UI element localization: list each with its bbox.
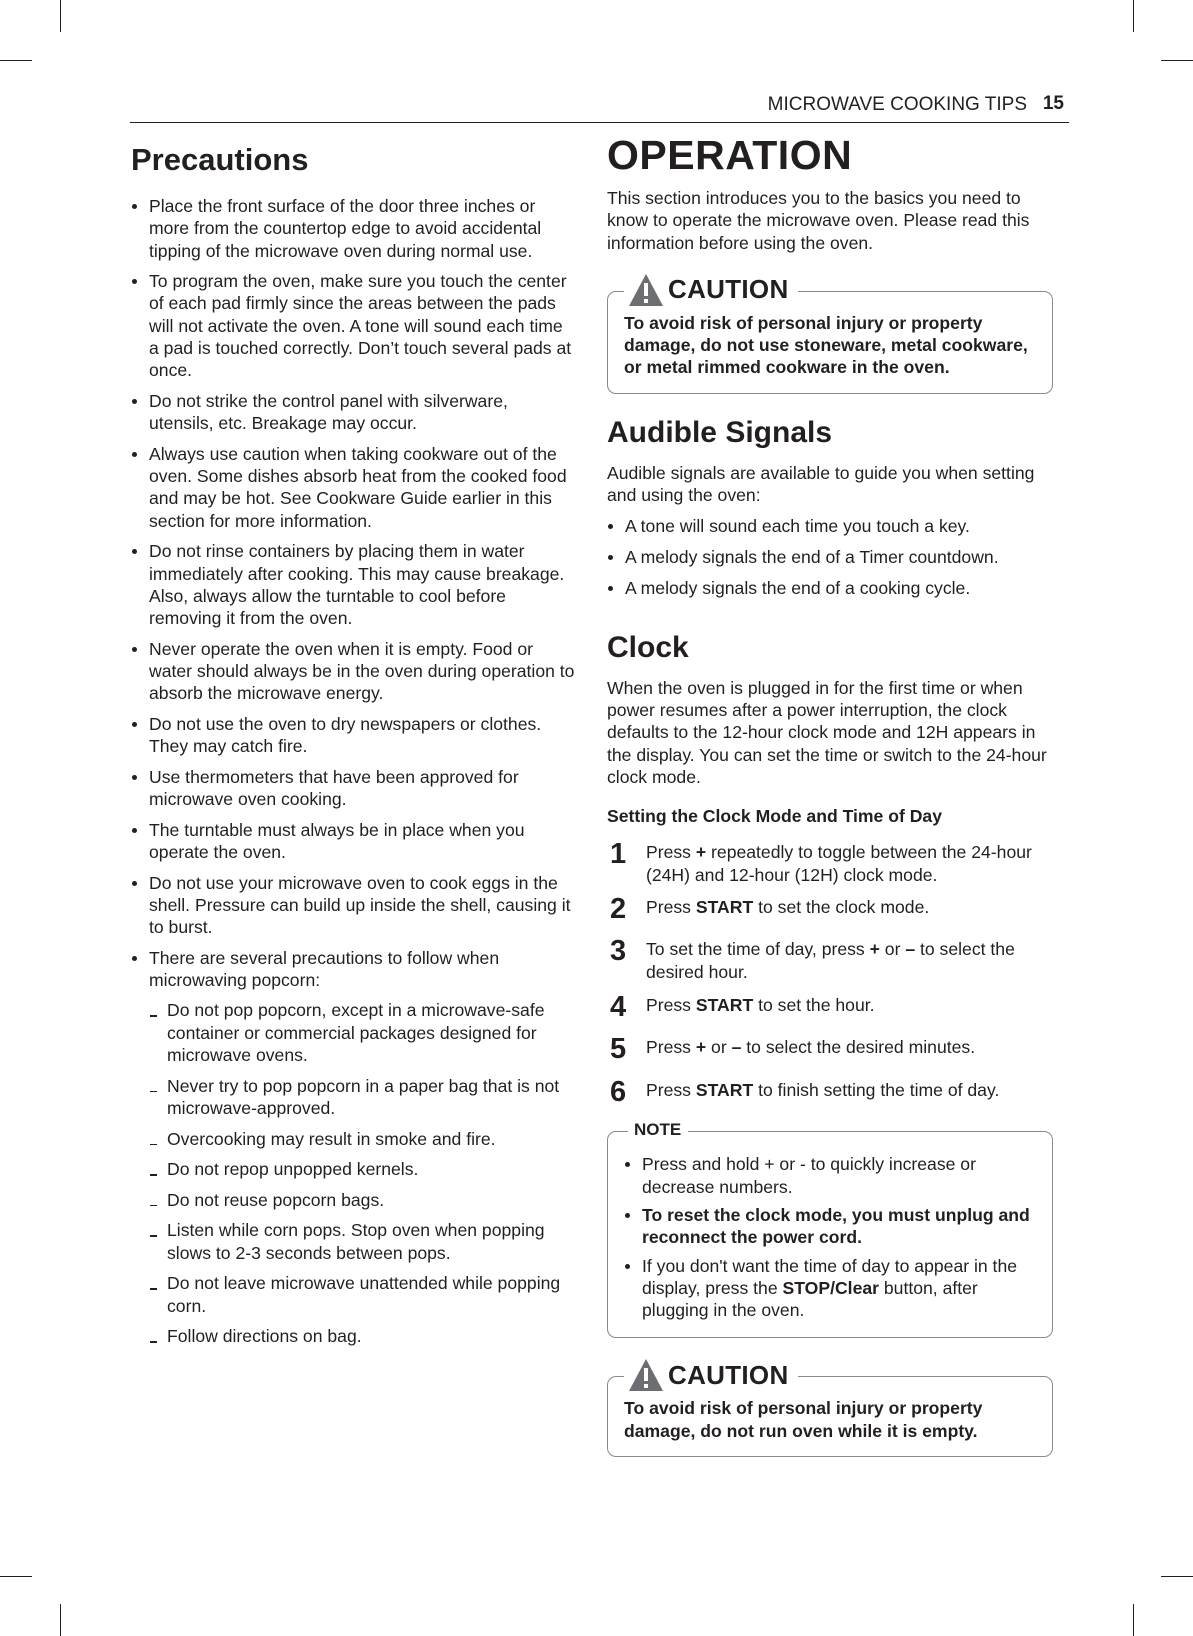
- list-item: Press and hold + or - to quickly increase or decrease numbers.: [624, 1153, 1038, 1198]
- list-item: Do not use your microwave oven to cook eggs in the shell. Pressure can build up inside the shell, causing it to burst.: [131, 872, 577, 939]
- running-header: [130, 92, 1069, 123]
- sublist-item: Follow directions on bag.: [149, 1325, 577, 1347]
- precautions-column: [131, 138, 577, 1356]
- caution-box: [607, 1359, 1053, 1457]
- sublist-item: Do not repop unpopped kernels.: [149, 1158, 577, 1180]
- sublist-item: Listen while corn pops. Stop oven when popping slows to 2-3 seconds between pops.: [149, 1219, 577, 1264]
- step-item: 5 Press + or – to select the desired minutes.: [610, 1033, 976, 1066]
- step-item: 2 Press START to set the clock mode.: [610, 893, 930, 926]
- key-label: START: [695, 1080, 754, 1101]
- list-item: Always use caution when taking cookware out of the oven. Some dishes absorb heat from the cooked food and may be hot. See Cookware Guide earlier in this section for more information.: [131, 443, 577, 532]
- note-box: [607, 1120, 1053, 1338]
- sublist-item: Do not pop popcorn, except in a microwave-safe container or commercial packages designed for microwave ovens.: [149, 999, 577, 1066]
- list-item: Never operate the oven when it is empty. Food or water should always be in the oven during operation to absorb the microwave energy.: [131, 638, 577, 705]
- key-label: –: [731, 1037, 742, 1058]
- key-label: +: [695, 842, 707, 863]
- list-item-popcorn: [131, 947, 577, 1348]
- page-number: 15: [1042, 93, 1064, 114]
- key-label: START: [695, 995, 754, 1016]
- operation-intro: This section introduces you to the basics you need to know to operate the microwave oven. Please read this information before using the oven.: [607, 188, 1030, 253]
- crop-mark: [1133, 1604, 1134, 1636]
- audible-list: [607, 515, 1053, 598]
- sublist-item: Do not leave microwave unattended while popping corn.: [149, 1272, 577, 1317]
- key-label: +: [869, 939, 880, 960]
- caution-text: To avoid risk of personal injury or property damage, do not use stoneware, metal cookware, or metal rimmed cookware in the oven.: [624, 312, 1028, 378]
- list-item: The turntable must always be in place when you operate the oven.: [131, 819, 577, 864]
- popcorn-sublist: [149, 999, 577, 1347]
- caution-label: [624, 1358, 798, 1392]
- step-number: 6: [610, 1076, 627, 1109]
- list-item-text: There are several precautions to follow when microwaving popcorn:: [149, 947, 500, 991]
- crop-mark: [1161, 60, 1193, 61]
- clock-intro: When the oven is plugged in for the first time or when power resumes after a power interruption, the clock defaults to the 12-hour clock mode and 12H appears in the display. You can set the time or switch to the 24-hour clock mode.: [607, 677, 1047, 788]
- operation-title: OPERATION: [607, 132, 853, 178]
- clock-title: Clock: [607, 630, 689, 664]
- list-item: If you don't want the time of day to appear in the display, press the STOP/Clear button, after plugging in the oven.: [624, 1255, 1038, 1322]
- audible-intro: Audible signals are available to guide you when setting and using the oven:: [607, 462, 1035, 506]
- crop-mark: [60, 0, 61, 32]
- precautions-title: Precautions: [131, 142, 309, 177]
- list-item: A melody signals the end of a Timer countdown.: [607, 546, 1053, 568]
- key-label: +: [695, 1037, 707, 1058]
- list-item: A melody signals the end of a cooking cycle.: [607, 577, 1053, 599]
- operation-column: [607, 132, 1053, 1457]
- crop-mark: [0, 1576, 32, 1577]
- list-item: Do not strike the control panel with silverware, utensils, etc. Breakage may occur.: [131, 390, 577, 435]
- list-item: Use thermometers that have been approved for microwave oven cooking.: [131, 766, 577, 811]
- step-item: 6 Press START to finish setting the time of day.: [610, 1076, 1000, 1109]
- note-label: [628, 1120, 688, 1140]
- step-item: 4 Press START to set the hour.: [610, 991, 875, 1024]
- list-item: To reset the clock mode, you must unplug and reconnect the power cord.: [624, 1204, 1038, 1249]
- warning-triangle-icon: [628, 273, 664, 307]
- list-item: Place the front surface of the door three inches or more from the countertop edge to avoid accidental tipping of the microwave oven during normal use.: [131, 195, 577, 262]
- list-item: A tone will sound each time you touch a key.: [607, 515, 1053, 537]
- crop-mark: [60, 1604, 61, 1636]
- note-heading: NOTE: [634, 1120, 682, 1140]
- audible-signals-title: Audible Signals: [607, 415, 833, 449]
- note-list: [608, 1132, 1052, 1337]
- step-item: 1 Press + repeatedly to toggle between the 24-hour (24H) and 12-hour (12H) clock mode.: [610, 838, 1032, 885]
- caution-text: To avoid risk of personal injury or property damage, do not run oven while it is empty.: [624, 1398, 983, 1441]
- key-label: START: [695, 897, 754, 918]
- step-number: 5: [610, 1033, 627, 1066]
- crop-mark: [1161, 1576, 1193, 1577]
- caution-heading: CAUTION: [668, 274, 789, 305]
- step-number: 3: [610, 935, 627, 968]
- sublist-item: Overcooking may result in smoke and fire.: [149, 1128, 577, 1150]
- list-item: To program the oven, make sure you touch the center of each pad firmly since the areas between the pads will not activate the oven. A tone will sound each time a pad is touched correctly. Don’t touch several pads at once.: [131, 270, 577, 381]
- sublist-item: Do not reuse popcorn bags.: [149, 1189, 577, 1211]
- crop-mark: [0, 60, 32, 61]
- section-title: MICROWAVE COOKING TIPS: [767, 94, 1027, 115]
- caution-label: [624, 273, 798, 307]
- caution-box: [607, 274, 1053, 394]
- list-item: Do not use the oven to dry newspapers or clothes. They may catch fire.: [131, 713, 577, 758]
- crop-mark: [1133, 0, 1134, 32]
- step-number: 4: [610, 991, 627, 1024]
- step-item: 3 To set the time of day, press + or – to select the desired hour.: [610, 935, 1015, 982]
- warning-triangle-icon: [628, 1358, 664, 1392]
- key-label: –: [905, 939, 916, 960]
- list-item: Do not rinse containers by placing them in water immediately after cooking. This may cause breakage. Also, always allow the turntable to cool before removing it from the oven.: [131, 540, 577, 629]
- caution-heading: CAUTION: [668, 1359, 789, 1390]
- clock-steps: [607, 839, 1053, 1127]
- step-number: 1: [610, 838, 627, 871]
- clock-subhead: Setting the Clock Mode and Time of Day: [607, 806, 942, 827]
- precautions-list: [131, 195, 577, 1347]
- key-label: STOP/Clear: [782, 1277, 879, 1298]
- sublist-item: Never try to pop popcorn in a paper bag that is not microwave-approved.: [149, 1075, 577, 1120]
- step-number: 2: [610, 893, 627, 926]
